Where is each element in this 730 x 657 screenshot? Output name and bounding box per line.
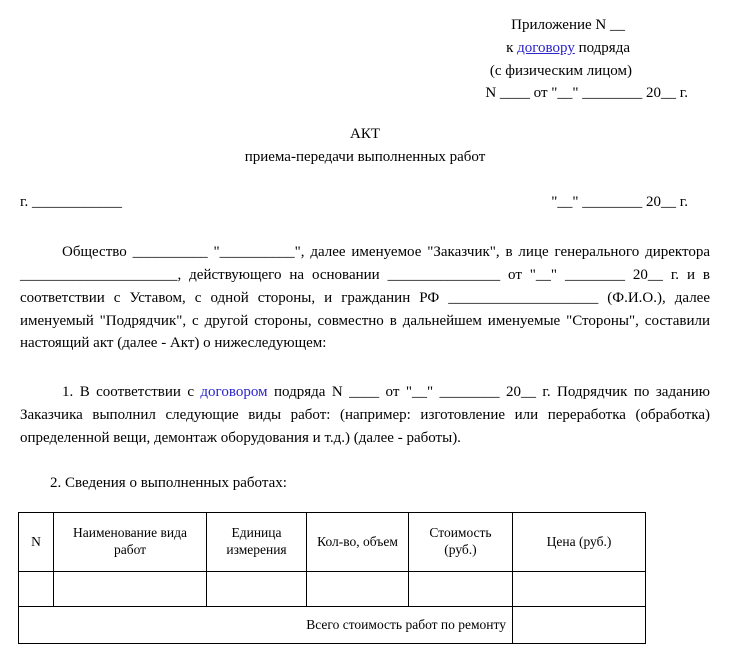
clause-1-paragraph: [20, 381, 710, 449]
works-table-header-row: [19, 513, 646, 572]
document-subtitle: приема-передачи выполненных работ: [244, 148, 486, 165]
header-number-date-line: N ____ от "__" ________ 20__ г.: [485, 85, 688, 102]
cell-quantity[interactable]: [307, 572, 409, 607]
cell-number[interactable]: [19, 572, 54, 607]
table-row: [19, 572, 646, 607]
column-header-work-name: Наименование вида работ: [54, 513, 207, 572]
total-label-cell: Всего стоимость работ по ремонту: [19, 607, 513, 644]
document-title: АКТ: [350, 126, 380, 143]
total-value-cell[interactable]: [513, 607, 646, 644]
intro-paragraph: Общество __________ "__________", далее именуемое "Заказчик", в лице генерального директора _____________________, действующего на основании _______________ от "__" ________ 20__ г. и в соответствии с Уставом, с одной стороны, и гражданин РФ ____________________ (Ф.И.О.), далее именуемый "Подрядчик", с другой стороны, совместно в дальнейшем именуемые "Стороны", составили настоящий акт (далее - Акт) о нижеследующем:: [20, 244, 710, 352]
column-header-quantity: Кол-во, объем: [307, 513, 409, 572]
title-block: [20, 123, 710, 168]
cell-price[interactable]: [513, 572, 646, 607]
contract-link-header[interactable]: договору: [517, 39, 575, 56]
date-field: "__" ________ 20__ г.: [551, 194, 688, 211]
cell-cost[interactable]: [409, 572, 513, 607]
clause-2-paragraph: 2. Сведения о выполненных работах:: [50, 474, 287, 491]
clause-1-prefix: 1. В соответствии с: [62, 384, 201, 401]
header-contract-suffix: подряда: [574, 39, 630, 56]
column-header-number: N: [19, 513, 54, 572]
works-table-foot: [19, 607, 646, 644]
works-table: [18, 512, 646, 644]
clause-1-suffix: подряда N ____ от "__" ________ 20__ г. Подрядчик по заданию Заказчика выполнил следующие виды работ: (например: изготовление или переработка (обработка) определенной вещи, демонтаж оборудования и т.д.) (далее - работы).: [20, 384, 710, 446]
city-field: г. ____________: [20, 194, 122, 211]
cell-unit[interactable]: [207, 572, 307, 607]
city-date-row: [20, 194, 710, 211]
column-header-unit: Единица измерения: [207, 513, 307, 572]
column-header-cost: Стоимость (руб.): [409, 513, 513, 572]
column-header-price: Цена (руб.): [513, 513, 646, 572]
header-appendix-line: Приложение N __: [511, 17, 625, 33]
works-table-body: [19, 572, 646, 607]
header-contract-prefix: к: [506, 39, 518, 56]
header-contract-line: [20, 37, 710, 60]
contract-link-clause1[interactable]: договором: [200, 384, 268, 401]
total-row: [19, 607, 646, 644]
works-table-head: [19, 513, 646, 572]
cell-work-name[interactable]: [54, 572, 207, 607]
document-header: [20, 0, 710, 105]
header-person-line: (с физическим лицом): [489, 62, 632, 79]
